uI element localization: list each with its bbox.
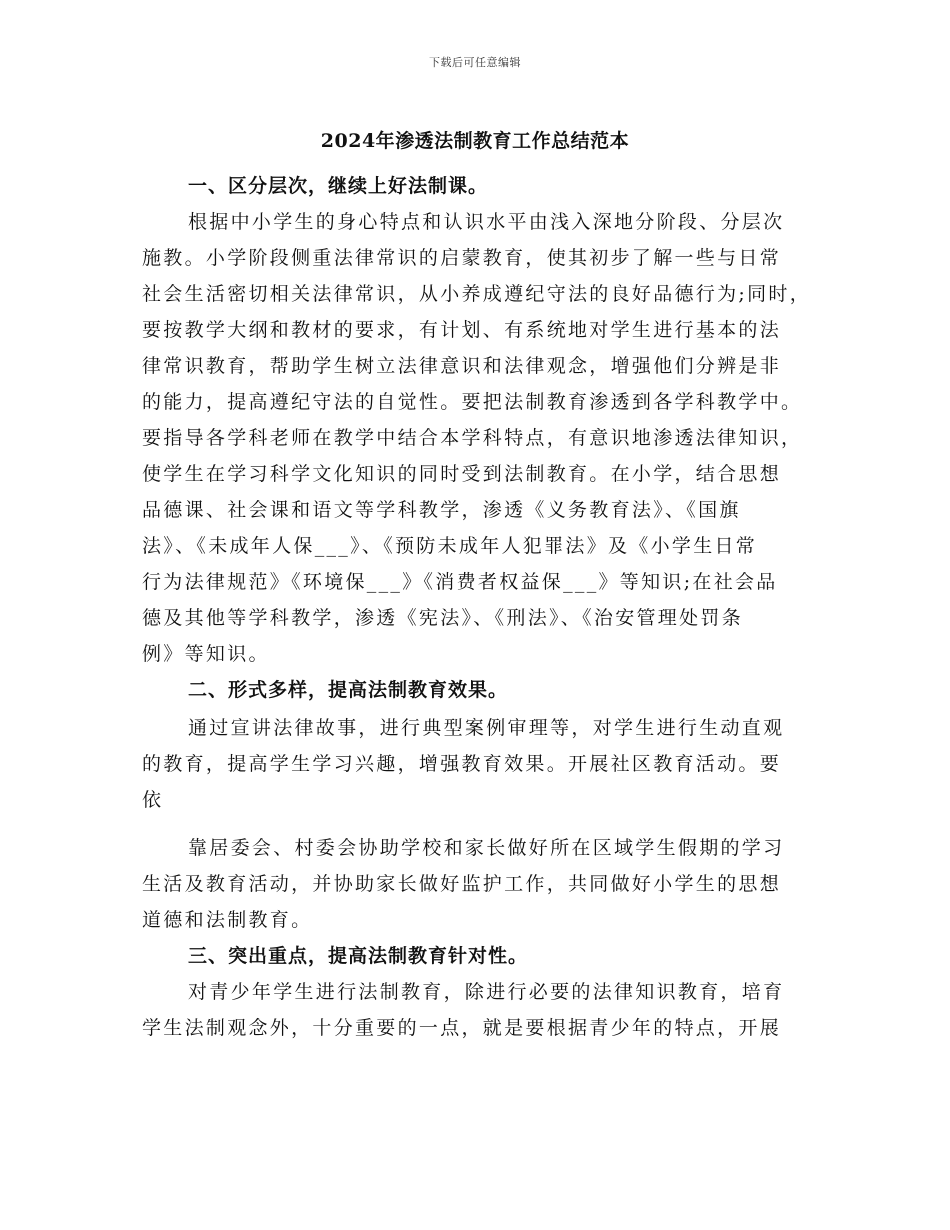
paragraph-line: 学生法制观念外，十分重要的一点，就是要根据青少年的特点，开展	[142, 1017, 782, 1039]
paragraph-line: 律常识教育，帮助学生树立法律意识和法律观念，增强他们分辨是非	[142, 355, 782, 377]
paragraph-line: 德及其他等学科教学，渗透《宪法》、《刑法》、《治安管理处罚条	[142, 607, 744, 629]
paragraph-line: 法》、《未成年人保___》、《预防未成年人犯罪法》及《小学生日常	[142, 535, 758, 557]
paragraph-line: 要按教学大纲和教材的要求，有计划、有系统地对学生进行基本的法	[142, 319, 782, 341]
paragraph-line: 道德和法制教育。	[142, 909, 313, 931]
paragraph-line: 靠居委会、村委会协助学校和家长做好所在区域学生假期的学习	[188, 837, 785, 859]
paragraph-line: 使学生在学习科学文化知识的同时受到法制教育。在小学，结合思想	[142, 463, 782, 485]
paragraph-line: 生活及教育活动，并协助家长做好监护工作，共同做好小学生的思想	[142, 873, 782, 895]
paragraph-line: 例》等知识。	[142, 643, 270, 665]
section-heading-3: 三、突出重点，提高法制教育针对性。	[188, 945, 529, 967]
paragraph-line: 的教育，提高学生学习兴趣，增强教育效果。开展社区教育活动。要	[142, 753, 782, 775]
section-heading-2: 二、形式多样，提高法制教育效果。	[188, 679, 509, 701]
section-heading-1: 一、区分层次，继续上好法制课。	[188, 175, 489, 197]
paragraph-line: 根据中小学生的身心特点和认识水平由浅入深地分阶段、分层次	[188, 211, 785, 233]
paragraph-line: 行为法律规范》《环境保___》《消费者权益保___》等知识;在社会品	[142, 571, 778, 593]
paragraph-line: 社会生活密切相关法律常识，从小养成遵纪守法的良好品德行为;同时，	[142, 283, 812, 305]
paragraph-line: 的能力，提高遵纪守法的自觉性。要把法制教育渗透到各学科教学中。	[142, 391, 803, 413]
document-title: 2024年渗透法制教育工作总结范本	[320, 130, 630, 152]
paragraph-line: 品德课、社会课和语文等学科教学，渗透《义务教育法》、《国旗	[142, 499, 741, 521]
header-note: 下载后可任意编辑	[429, 56, 521, 69]
paragraph-line: 要指导各学科老师在教学中结合本学科特点，有意识地渗透法律知识，	[142, 427, 803, 449]
paragraph-line: 通过宣讲法律故事，进行典型案例审理等，对学生进行生动直观	[188, 717, 785, 739]
paragraph-line: 施教。小学阶段侧重法律常识的启蒙教育，使其初步了解一些与日常	[142, 247, 782, 269]
paragraph-line: 依	[142, 789, 164, 811]
paragraph-line: 对青少年学生进行法制教育，除进行必要的法律知识教育，培育	[188, 981, 785, 1003]
